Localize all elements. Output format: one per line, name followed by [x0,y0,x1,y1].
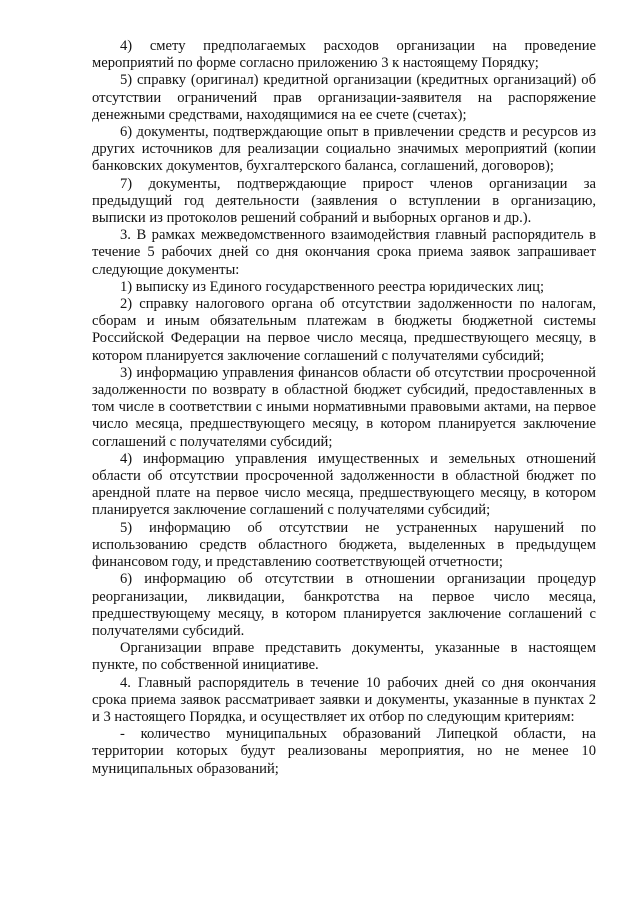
paragraph-criterion-municipalities: - количество муниципальных образований Липецкой области, на территории которых будут реализованы мероприятия, но не менее 10 муниципальных образований; [92,726,596,777]
paragraph-section-3-intro: 3. В рамках межведомственного взаимодействия главный распорядитель в течение 5 рабочих дней со дня окончания срока приема заявок запрашивает следующие документы: [92,227,596,278]
paragraph-own-initiative-note: Организации вправе представить документы, указанные в настоящем пункте, по собственной инициативе. [92,640,596,674]
paragraph-item-6-experience-documents: 6) документы, подтверждающие опыт в привлечении средств и ресурсов из других источников для реализации социально значимых мероприятий (копии банковских документов, бухгалтерского баланса, соглашений, договоров); [92,124,596,175]
paragraph-section-3-item-4: 4) информацию управления имущественных и земельных отношений области об отсутствии просроченной задолженности в областной бюджет по арендной плате на первое число месяца, предшествующего месяцу, в котором планируется заключение соглашений с получателями субсидий; [92,450,596,519]
paragraph-section-3-item-6: 6) информацию об отсутствии в отношении организации процедур реорганизации, ликвидации, банкротства на первое число месяца, предшествующему месяцу, в котором планируется заключение соглашений с получателями субсидий. [92,571,596,639]
paragraph-section-3-item-2: 2) справку налогового органа об отсутствии задолженности по налогам, сборам и иным обязательным платежам в бюджеты бюджетной системы Российской Федерации на первое число месяца, предшествующего месяцу, в котором планируется заключение соглашений с получателями субсидий; [92,296,596,364]
paragraph-section-4-intro: 4. Главный распорядитель в течение 10 рабочих дней со дня окончания срока приема заявок рассматривает заявки и документы, указанные в пунктах 2 и 3 настоящего Порядка, и осуществляет их отбор по следующим критериям: [92,674,596,725]
paragraph-section-3-item-3: 3) информацию управления финансов области об отсутствии просроченной задолженности по возврату в областной бюджет субсидий, предоставленных в том числе в соответствии с иными нормативными правовыми актами, на первое число месяца, предшествующего месяцу, в котором планируется заключение соглашений с получателями субсидий; [92,364,596,450]
paragraph-section-3-item-1: 1) выписку из Единого государственного реестра юридических лиц; [120,278,545,295]
paragraph-section-3-item-5: 5) информацию об отсутствии не устраненных нарушений по использованию средств областного бюджета, выделенных в предыдущем финансовом году, и представлению соответствующей отчетности; [92,519,596,571]
paragraph-item-4-estimate: 4) смету предполагаемых расходов организации на проведение мероприятий по форме согласно приложению 3 к настоящему Порядку; [92,38,596,72]
paragraph-item-5-bank-certificate: 5) справку (оригинал) кредитной организации (кредитных организаций) об отсутствии ограничений прав организации-заявителя на распоряжение денежными средствами, находящимися на ее счете (счетах); [92,72,596,123]
paragraph-item-7-membership-growth: 7) документы, подтверждающие прирост членов организации за предыдущий год деятельности (заявления о вступлении в организацию, выписки из протоколов решений собраний и выборных органов и др.). [92,175,596,227]
document-page [92,38,596,778]
